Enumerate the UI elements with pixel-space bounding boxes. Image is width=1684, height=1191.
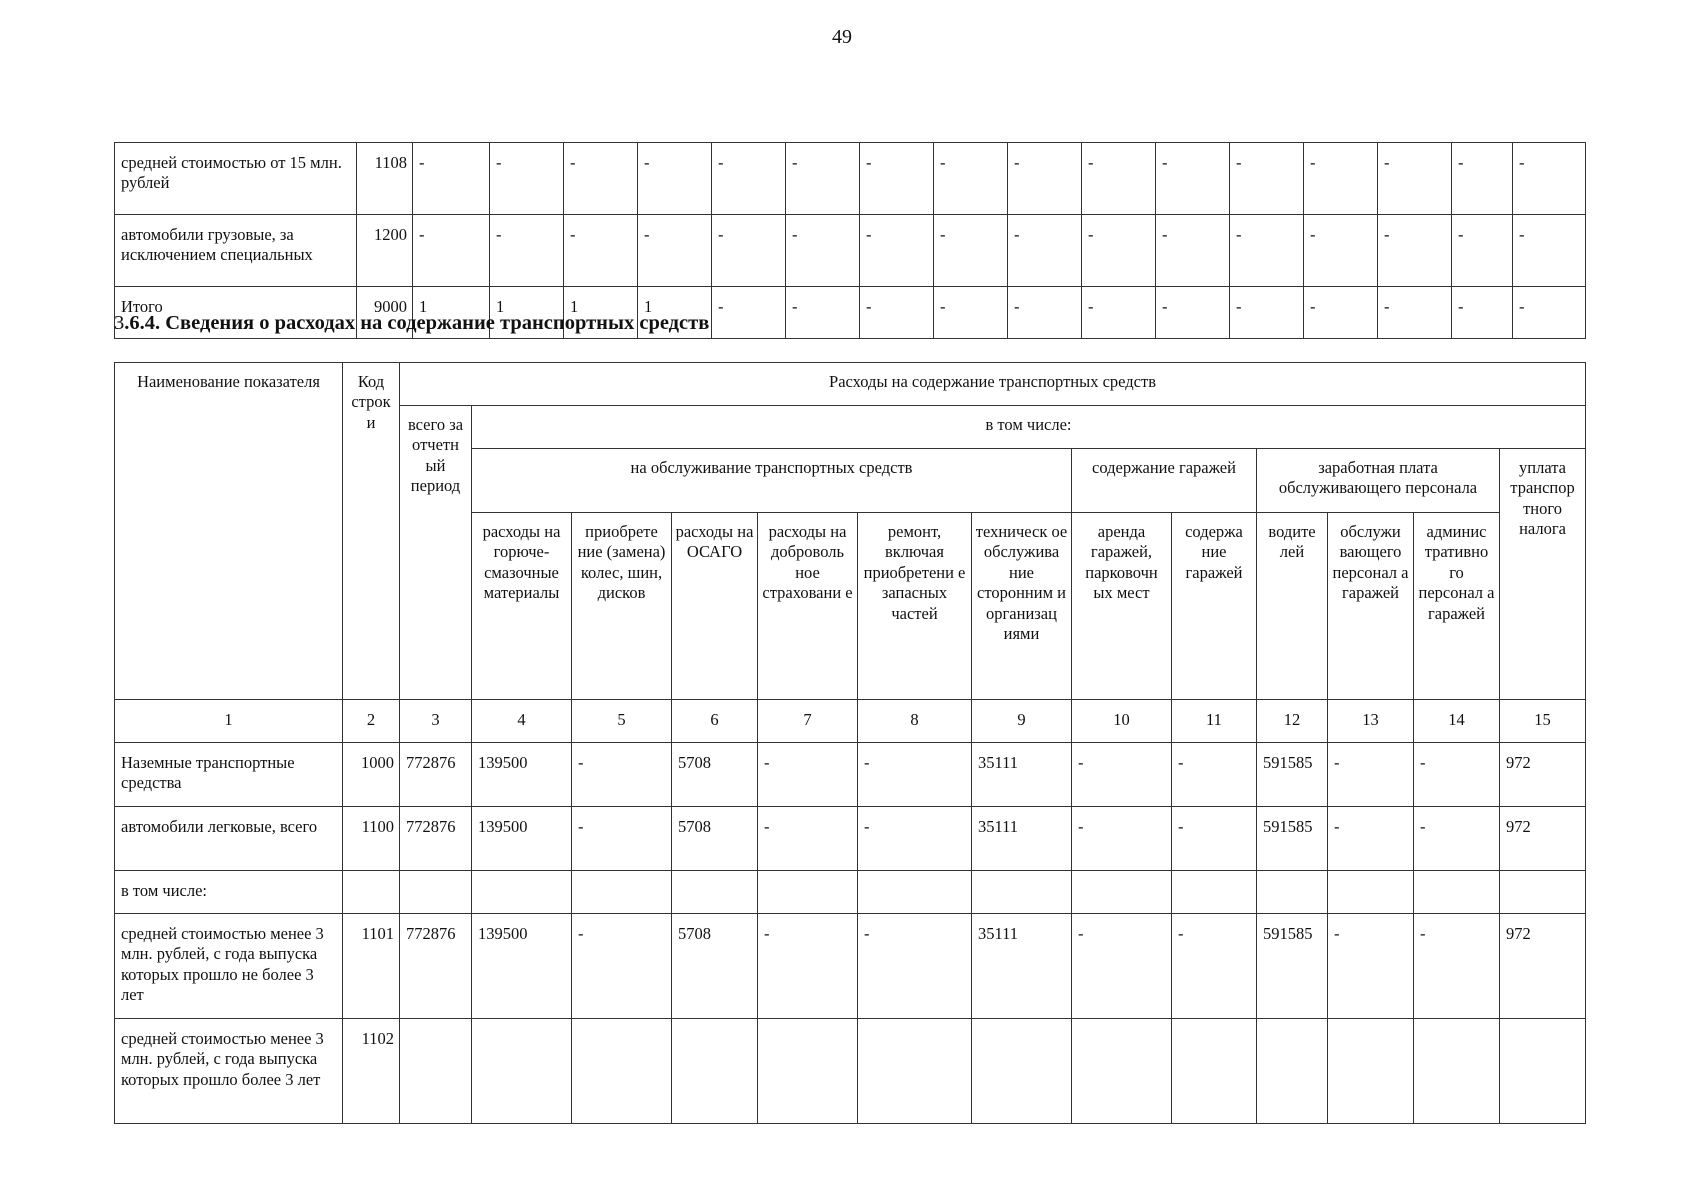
value-cell: - (758, 807, 858, 871)
row-code-cell: 1000 (343, 743, 400, 807)
vehicles-count-table-continuation (114, 142, 1586, 339)
row-name-cell: средней стоимостью от 15 млн. рублей (115, 143, 357, 215)
value-cell: - (758, 914, 858, 1019)
header-garages-upkeep: содержание гаражей (1072, 449, 1257, 513)
column-number-cell: 10 (1072, 700, 1172, 743)
value-cell (1328, 1019, 1414, 1124)
value-cell (1172, 1019, 1257, 1124)
section-title-text: .6.4. Сведения о расходах на содержание транспортных средств (124, 312, 710, 334)
column-number-cell: 1 (115, 700, 343, 743)
value-cell: 5708 (672, 743, 758, 807)
value-cell: 772876 (400, 914, 472, 1019)
value-cell: - (1304, 143, 1378, 215)
header-staff-salary: заработная плата обслуживающего персонала (1257, 449, 1500, 513)
value-cell (1257, 1019, 1328, 1124)
header-voluntary-insurance: расходы на доброволь ное страховани е (758, 513, 858, 700)
value-cell: - (860, 215, 934, 287)
value-cell: 1 (413, 287, 490, 339)
header-repair-parts: ремонт, включая приобретени е запасных частей (858, 513, 972, 700)
column-number-cell: 12 (1257, 700, 1328, 743)
value-cell: - (934, 215, 1008, 287)
value-cell: 772876 (400, 743, 472, 807)
table-row (115, 143, 1586, 215)
value-cell (672, 1019, 758, 1124)
value-cell: - (712, 287, 786, 339)
value-cell: - (1452, 215, 1513, 287)
value-cell: - (1082, 143, 1156, 215)
value-cell: - (1378, 143, 1452, 215)
value-cell: - (1082, 287, 1156, 339)
value-cell: - (413, 143, 490, 215)
value-cell: 591585 (1257, 743, 1328, 807)
column-number-cell: 13 (1328, 700, 1414, 743)
value-cell: - (858, 807, 972, 871)
row-name-cell: средней стоимостью менее 3 млн. рублей, с года выпуска которых прошло более 3 лет (115, 1019, 343, 1124)
value-cell: - (1513, 215, 1586, 287)
value-cell: 1 (638, 287, 712, 339)
row-code-cell: 9000 (357, 287, 413, 339)
value-cell: - (1156, 143, 1230, 215)
row-name-cell: Итого (115, 287, 357, 339)
value-cell: 972 (1500, 743, 1586, 807)
value-cell: - (572, 914, 672, 1019)
header-garage-rent: аренда гаражей, парковочн ых мест (1072, 513, 1172, 700)
column-number-cell: 9 (972, 700, 1072, 743)
header-fuel-lubricants: расходы на горюче-смазочные материалы (472, 513, 572, 700)
section-number-prefix: 3 (114, 312, 125, 334)
value-cell: 772876 (400, 807, 472, 871)
value-cell: 5708 (672, 807, 758, 871)
value-cell: - (638, 143, 712, 215)
value-cell: - (1082, 215, 1156, 287)
header-osago: расходы на ОСАГО (672, 513, 758, 700)
column-number-cell: 6 (672, 700, 758, 743)
value-cell (972, 1019, 1072, 1124)
value-cell (472, 871, 572, 914)
value-cell: - (1230, 287, 1304, 339)
column-number-cell: 11 (1172, 700, 1257, 743)
header-drivers: водите лей (1257, 513, 1328, 700)
value-cell: 972 (1500, 807, 1586, 871)
value-cell (400, 871, 472, 914)
value-cell: - (1414, 914, 1500, 1019)
value-cell: - (1172, 743, 1257, 807)
column-number-cell: 4 (472, 700, 572, 743)
value-cell (972, 871, 1072, 914)
row-name-cell: в том числе: (115, 871, 343, 914)
header-garage-admin-staff: админис тративно го персонал а гаражей (1414, 513, 1500, 700)
header-indicator-name: Наименование показателя (115, 363, 343, 700)
value-cell: - (1156, 215, 1230, 287)
page-number: 49 (832, 26, 852, 48)
value-cell (1328, 871, 1414, 914)
value-cell: 139500 (472, 743, 572, 807)
value-cell: 35111 (972, 743, 1072, 807)
row-code-cell (343, 871, 400, 914)
value-cell: - (1008, 215, 1082, 287)
column-number-cell: 2 (343, 700, 400, 743)
value-cell: - (786, 143, 860, 215)
row-code-cell: 1100 (343, 807, 400, 871)
value-cell: - (934, 287, 1008, 339)
value-cell: - (712, 143, 786, 215)
value-cell (1072, 871, 1172, 914)
value-cell: - (786, 215, 860, 287)
value-cell: 1 (490, 287, 564, 339)
value-cell: - (758, 743, 858, 807)
value-cell: - (1008, 143, 1082, 215)
value-cell: - (1513, 287, 1586, 339)
row-code-cell: 1101 (343, 914, 400, 1019)
value-cell: - (1230, 143, 1304, 215)
column-number-cell: 3 (400, 700, 472, 743)
header-vehicle-service: на обслуживание транспортных средств (472, 449, 1072, 513)
value-cell: - (1072, 807, 1172, 871)
value-cell (758, 871, 858, 914)
header-total-period: всего за отчетн ый период (400, 406, 472, 700)
value-cell: - (1328, 743, 1414, 807)
value-cell (858, 1019, 972, 1124)
header-third-party-maintenance: техническ ое обслужива ние сторонним и организац иями (972, 513, 1072, 700)
value-cell: - (1172, 914, 1257, 1019)
header-expenses: Расходы на содержание транспортных средств (400, 363, 1586, 406)
header-including: в том числе: (472, 406, 1586, 449)
value-cell: 5708 (672, 914, 758, 1019)
value-cell (572, 1019, 672, 1124)
value-cell: - (490, 215, 564, 287)
value-cell: 591585 (1257, 914, 1328, 1019)
header-garage-service-staff: обслужи вающего персонал а гаражей (1328, 513, 1414, 700)
header-wheels-tires: приобрете ние (замена) колес, шин, дисков (572, 513, 672, 700)
table-row (115, 743, 1586, 807)
value-cell (1172, 871, 1257, 914)
value-cell (1072, 1019, 1172, 1124)
column-number-cell: 8 (858, 700, 972, 743)
value-cell: - (1304, 287, 1378, 339)
value-cell (672, 871, 758, 914)
column-number-cell: 7 (758, 700, 858, 743)
value-cell: - (572, 743, 672, 807)
header-garage-maintenance: содержа ние гаражей (1172, 513, 1257, 700)
value-cell (758, 1019, 858, 1124)
value-cell (1500, 1019, 1586, 1124)
value-cell (1414, 1019, 1500, 1124)
value-cell: - (572, 807, 672, 871)
row-name-cell: автомобили грузовые, за исключением специальных (115, 215, 357, 287)
value-cell: - (1304, 215, 1378, 287)
value-cell: - (786, 287, 860, 339)
row-name-cell: Наземные транспортные средства (115, 743, 343, 807)
value-cell: - (1414, 743, 1500, 807)
value-cell: 591585 (1257, 807, 1328, 871)
header-line-code: Код строк и (343, 363, 400, 700)
value-cell: - (1452, 143, 1513, 215)
value-cell: - (1156, 287, 1230, 339)
value-cell: 1 (564, 287, 638, 339)
section-title (114, 312, 709, 335)
value-cell: - (490, 143, 564, 215)
table-row (115, 914, 1586, 1019)
column-number-cell: 15 (1500, 700, 1586, 743)
row-code-cell: 1108 (357, 143, 413, 215)
value-cell (1257, 871, 1328, 914)
value-cell: 139500 (472, 914, 572, 1019)
value-cell: - (1230, 215, 1304, 287)
row-code-cell: 1200 (357, 215, 413, 287)
value-cell: - (564, 143, 638, 215)
value-cell: 35111 (972, 914, 1072, 1019)
value-cell: - (858, 743, 972, 807)
value-cell: - (1008, 287, 1082, 339)
value-cell: - (413, 215, 490, 287)
value-cell (858, 871, 972, 914)
value-cell: - (1328, 807, 1414, 871)
value-cell: - (860, 287, 934, 339)
value-cell: - (858, 914, 972, 1019)
value-cell: - (1513, 143, 1586, 215)
table-row (115, 807, 1586, 871)
value-cell: - (860, 143, 934, 215)
value-cell (572, 871, 672, 914)
column-number-cell: 14 (1414, 700, 1500, 743)
column-number-cell: 5 (572, 700, 672, 743)
header-transport-tax: уплата транспор тного налога (1500, 449, 1586, 700)
value-cell (1414, 871, 1500, 914)
table-row (115, 215, 1586, 287)
value-cell (400, 1019, 472, 1124)
value-cell: - (638, 215, 712, 287)
value-cell: - (1172, 807, 1257, 871)
row-name-cell: средней стоимостью менее 3 млн. рублей, с года выпуска которых прошло не более 3 лет (115, 914, 343, 1019)
row-code-cell: 1102 (343, 1019, 400, 1124)
value-cell: 139500 (472, 807, 572, 871)
value-cell: - (1414, 807, 1500, 871)
value-cell: - (1452, 287, 1513, 339)
value-cell: - (1378, 287, 1452, 339)
value-cell: - (564, 215, 638, 287)
table-row (115, 871, 1586, 914)
value-cell: - (1378, 215, 1452, 287)
row-name-cell: автомобили легковые, всего (115, 807, 343, 871)
value-cell: 972 (1500, 914, 1586, 1019)
column-number-row (115, 700, 1586, 743)
value-cell (472, 1019, 572, 1124)
value-cell: - (934, 143, 1008, 215)
value-cell: - (1328, 914, 1414, 1019)
value-cell: - (712, 215, 786, 287)
value-cell: - (1072, 914, 1172, 1019)
vehicle-expenses-table (114, 362, 1586, 1124)
value-cell (1500, 871, 1586, 914)
value-cell: - (1072, 743, 1172, 807)
value-cell: 35111 (972, 807, 1072, 871)
table-row (115, 1019, 1586, 1124)
